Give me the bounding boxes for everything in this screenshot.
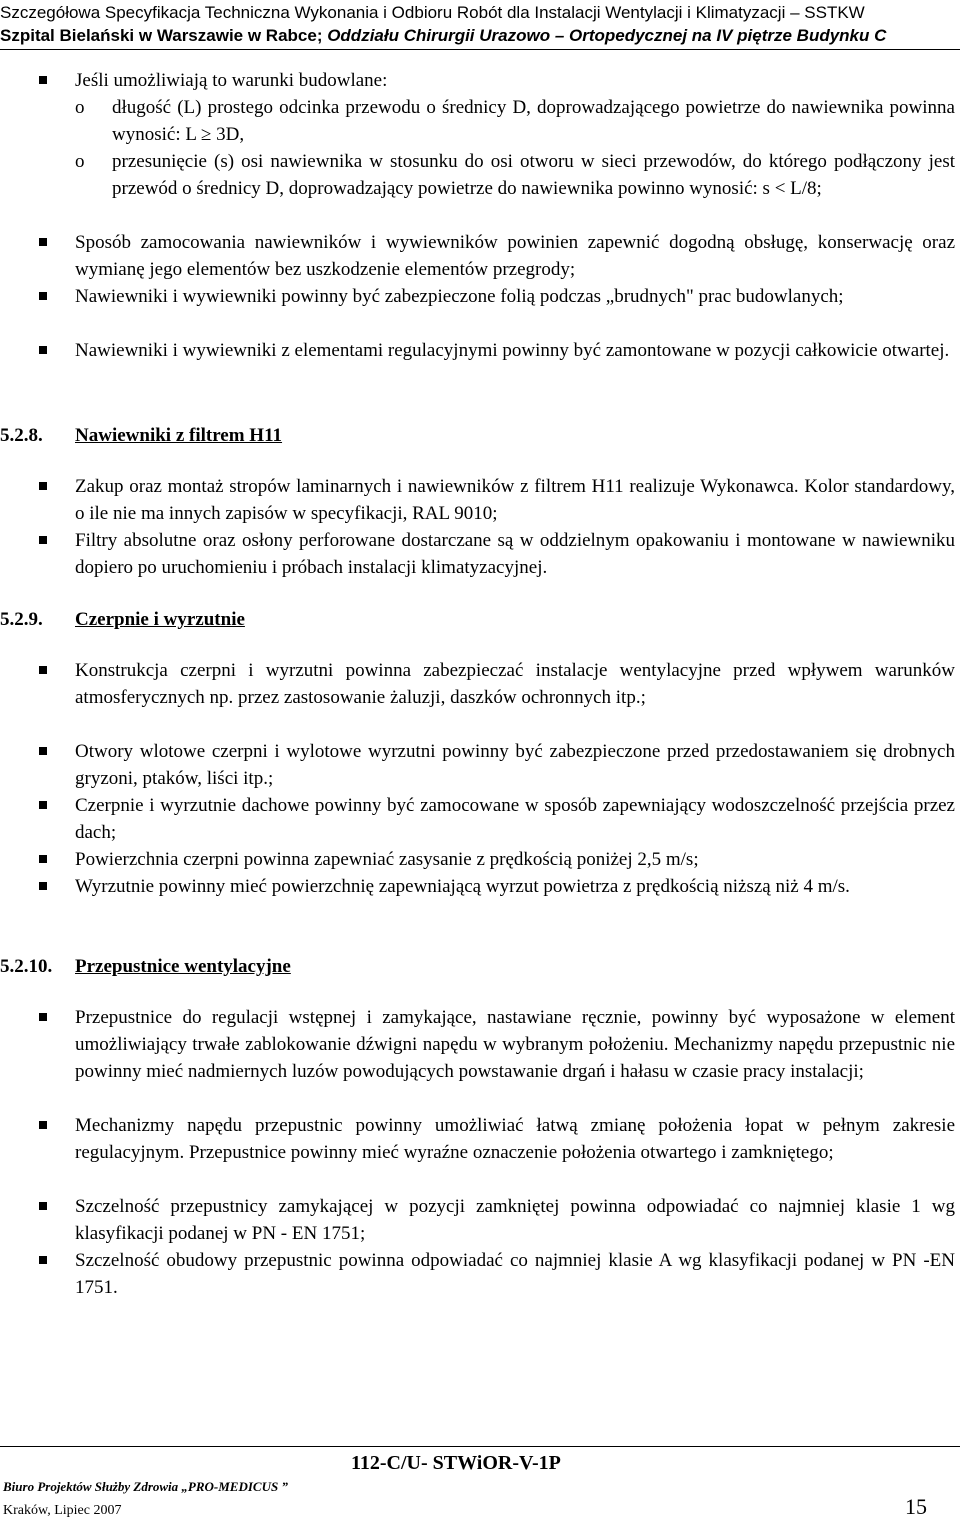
list-item: Otwory wlotowe czerpni i wylotowe wyrzutni powinny być zabezpieczone przed przedostawaniem się drobnych gryzoni, ptaków, liści itp.; <box>75 741 955 789</box>
page-number: 15 <box>905 1494 927 1519</box>
list-item: Czerpnie i wyrzutnie dachowe powinny być zamocowane w sposób zapewniający wodoszczelność przejścia przez dach; <box>75 795 955 843</box>
header-department: Oddziału Chirurgii Urazowo – Ortopedycznej na IV piętrze Budynku C <box>327 26 887 45</box>
list-item: Konstrukcja czerpni i wyrzutni powinna zabezpieczać instalacje wentylacyjne przed wpływem warunków atmosferycznych np. przez zastosowanie żaluzji, daszków ochronnych itp.; <box>75 660 955 708</box>
bullet-icon <box>39 536 47 544</box>
list-item: Przepustnice do regulacji wstępnej i zamykające, nastawiane ręcznie, powinny być wyposażone w element umożliwiający trwałe zablokowanie dźwigni napędu w wybranym położeniu. Mechanizmy napędu przepustnic nie powinny mieć nadmiernych luzów powodujących powstawanie drgań i hałasu w czasie pracy instalacji; <box>75 1007 955 1082</box>
bullet-icon <box>39 482 47 490</box>
header-hospital: Szpital Bielański w Warszawie w Rabce; <box>0 26 328 45</box>
section-title: Przepustnice wentylacyjne <box>75 956 291 977</box>
list-item: Nawiewniki i wywiewniki powinny być zabezpieczone folią podczas „brudnych" prac budowlanych; <box>75 286 844 307</box>
bullet-icon <box>39 855 47 863</box>
bullet-icon <box>39 747 47 755</box>
section-number: 5.2.8. <box>0 425 43 446</box>
sub-list-text: długość (L) prostego odcinka przewodu o średnicy D, doprowadzającego powietrze do nawiewnika powinna wynosić: L ≥ 3D, <box>112 97 955 145</box>
list-item: Mechanizmy napędu przepustnic powinny umożliwiać łatwą zmianę położenia łopat w pełnym zakresie regulacyjnym. Przepustnice powinny mieć wyraźne oznaczenie położenia otwartego i zamkniętego; <box>75 1115 955 1163</box>
document-header-title: Szczegółowa Specyfikacja Techniczna Wykonania i Odbioru Robót dla Instalacji Wentylacji i Klimatyzacji – SSTKW <box>0 3 865 22</box>
bullet-icon <box>39 238 47 246</box>
circle-marker-icon: o <box>75 97 85 118</box>
list-item: Powierzchnia czerpni powinna zapewniać zasysanie z prędkością poniżej 2,5 m/s; <box>75 849 699 870</box>
bullet-icon <box>39 292 47 300</box>
bullet-icon <box>39 1202 47 1210</box>
document-header-subtitle <box>0 26 960 46</box>
sub-list-text: przesunięcie (s) osi nawiewnika w stosunku do osi otworu w sieci przewodów, do którego podłączony jest przewód o średnicy D, doprowadzający powietrze do nawiewnika powinno wynosić: s < L/8; <box>112 151 955 199</box>
circle-marker-icon: o <box>75 151 85 172</box>
list-item: Szczelność obudowy przepustnic powinna odpowiadać co najmniej klasie A wg klasyfikacji podanej w PN -EN 1751. <box>75 1250 955 1298</box>
bullet-icon <box>39 346 47 354</box>
list-item: Wyrzutnie powinny mieć powierzchnię zapewniającą wyrzut powietrza z prędkością niższą niż 4 m/s. <box>75 876 850 897</box>
section-number: 5.2.9. <box>0 609 43 630</box>
header-divider <box>0 49 960 50</box>
bullet-icon <box>39 666 47 674</box>
list-item: Jeśli umożliwiają to warunki budowlane: <box>75 70 388 91</box>
list-item: Zakup oraz montaż stropów laminarnych i nawiewników z filtrem H11 realizuje Wykonawca. Kolor standardowy, o ile nie ma innych zapisów w specyfikacji, RAL 9010; <box>75 476 955 524</box>
section-title: Nawiewniki z filtrem H11 <box>75 425 283 446</box>
office-name: Biuro Projektów Służby Zdrowia „PRO-MEDICUS ” <box>3 1479 288 1494</box>
bullet-icon <box>39 882 47 890</box>
document-code: 112-C/U- STWiOR-V-1P <box>351 1452 561 1474</box>
bullet-icon <box>39 1013 47 1021</box>
bullet-icon <box>39 76 47 84</box>
list-item: Sposób zamocowania nawiewników i wywiewników powinien zapewnić dogodną obsługę, konserwację oraz wymianę jego elementów bez uszkodzenie elementów przegrody; <box>75 232 955 280</box>
list-item: Nawiewniki i wywiewniki z elementami regulacyjnymi powinny być zamontowane w pozycji całkowicie otwartej. <box>75 340 950 361</box>
sub-list-item <box>75 148 955 202</box>
bullet-icon <box>39 1256 47 1264</box>
sub-list-item <box>75 94 955 148</box>
section-title: Czerpnie i wyrzutnie <box>75 609 245 630</box>
footer-divider <box>0 1446 960 1447</box>
bullet-icon <box>39 1121 47 1129</box>
section-number: 5.2.10. <box>0 956 53 977</box>
bullet-icon <box>39 801 47 809</box>
document-date: Kraków, Lipiec 2007 <box>3 1503 122 1518</box>
list-item: Filtry absolutne oraz osłony perforowane dostarczane są w oddzielnym opakowaniu i montowane w nawiewniku dopiero po uruchomieniu i próbach instalacji klimatyzacyjnej. <box>75 530 955 578</box>
list-item: Szczelność przepustnicy zamykającej w pozycji zamkniętej powinna odpowiadać co najmniej klasie 1 wg klasyfikacji podanej w PN - EN 1751; <box>75 1196 955 1244</box>
